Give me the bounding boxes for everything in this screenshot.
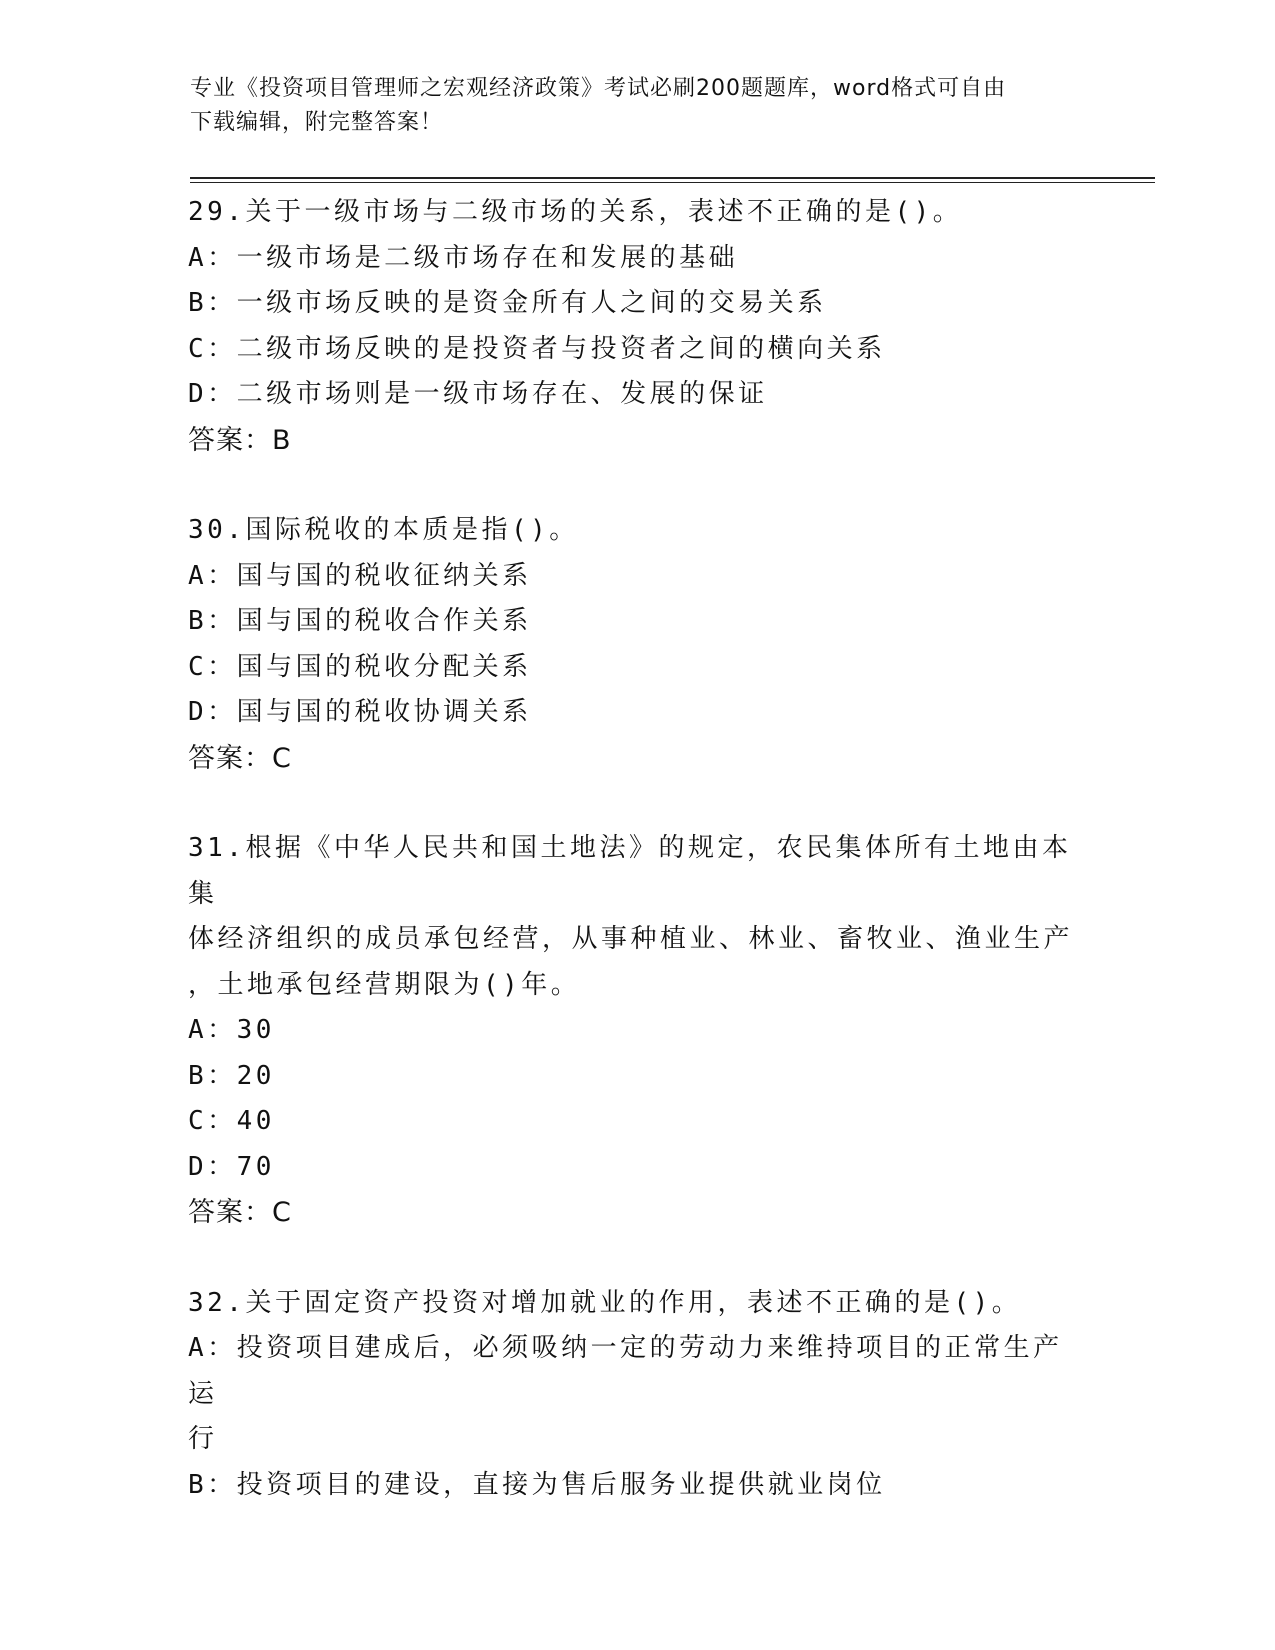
answer-label: 答案：C	[188, 1197, 292, 1228]
option-b: B：一级市场反映的是资金所有人之间的交易关系	[188, 288, 827, 318]
question-31	[188, 826, 1088, 1236]
header-rule-thick	[190, 177, 1155, 179]
question-stem: 32.关于固定资产投资对增加就业的作用，表述不正确的是()。	[188, 1287, 1022, 1318]
question-30	[188, 508, 1088, 781]
option-c: C：国与国的税收分配关系	[188, 651, 532, 682]
question-stem: 29.关于一级市场与二级市场的关系，表述不正确的是()。	[188, 197, 963, 227]
option-a-line-1: A：投资项目建成后，必须吸纳一定的劳动力来维持项目的正常生产运	[188, 1333, 1063, 1409]
answer-label: 答案：B	[188, 424, 292, 456]
question-29	[188, 190, 1088, 463]
header-line-1: 专业《投资项目管理师之宏观经济政策》考试必刷200题题库，word格式可自由	[190, 76, 1007, 101]
option-d: D：二级市场则是一级市场存在、发展的保证	[188, 379, 768, 409]
header-line-2: 下载编辑，附完整答案！	[190, 110, 444, 135]
option-a: A：30	[188, 1015, 275, 1045]
option-d: D：国与国的税收协调关系	[188, 697, 532, 727]
question-stem-line-2: 体经济组织的成员承包经营，从事种植业、林业、畜牧业、渔业生产	[188, 924, 1074, 954]
option-c: C：40	[188, 1106, 275, 1136]
question-stem: 30.国际税收的本质是指()。	[188, 515, 579, 545]
option-b: B：国与国的税收合作关系	[188, 606, 532, 636]
option-b: B：投资项目的建设，直接为售后服务业提供就业岗位	[188, 1469, 886, 1500]
option-a-line-2: 行	[188, 1424, 218, 1454]
option-d: D：70	[188, 1151, 275, 1182]
header-rule-thin	[190, 182, 1155, 183]
answer-label: 答案：C	[188, 742, 292, 774]
question-list	[188, 190, 1088, 1553]
question-stem-line-3: ，土地承包经营期限为()年。	[188, 969, 581, 1000]
option-b: B：20	[188, 1060, 275, 1091]
document-header	[190, 72, 1080, 140]
option-a: A：国与国的税收征纳关系	[188, 560, 532, 591]
option-c: C：二级市场反映的是投资者与投资者之间的横向关系	[188, 333, 886, 364]
question-stem-line-1: 31.根据《中华人民共和国土地法》的规定，农民集体所有土地由本集	[188, 833, 1072, 909]
question-32	[188, 1281, 1088, 1509]
option-a: A：一级市场是二级市场存在和发展的基础	[188, 242, 739, 273]
